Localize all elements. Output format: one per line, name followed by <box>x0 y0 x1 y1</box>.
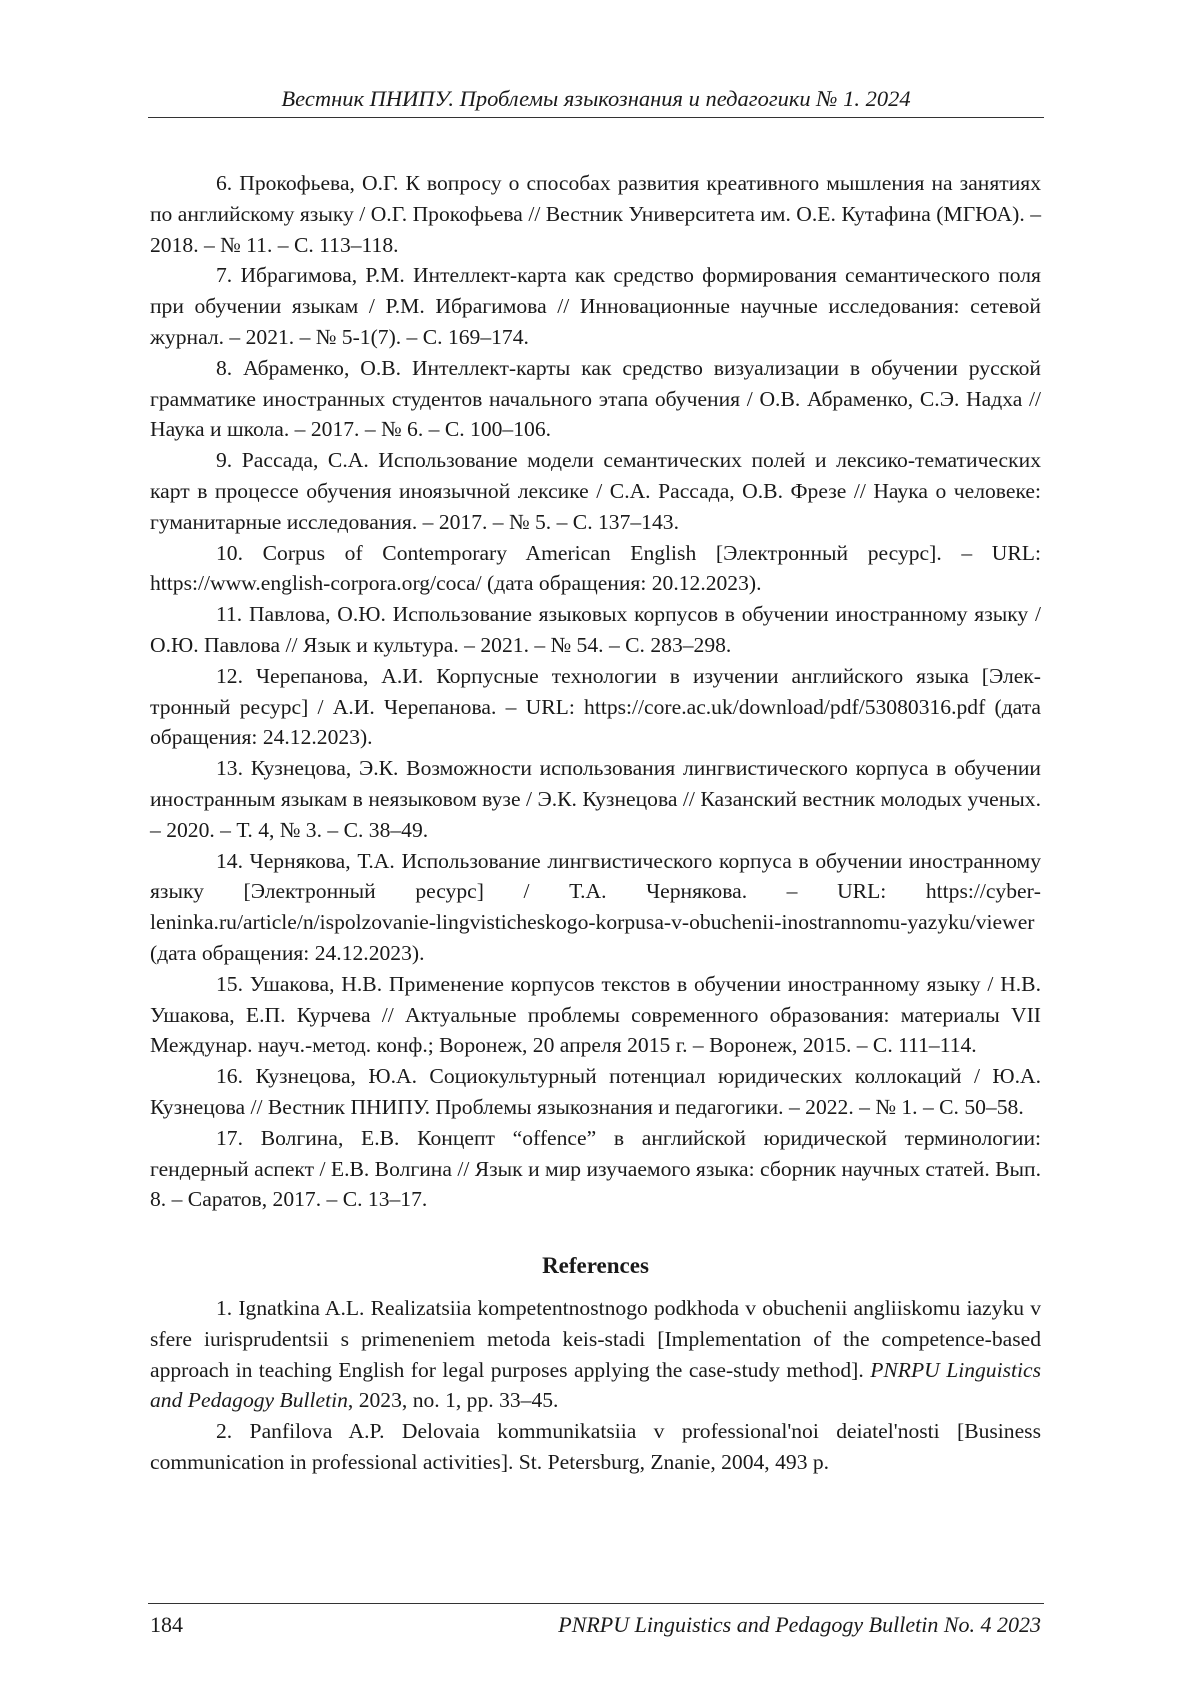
reference-item <box>150 1416 1041 1478</box>
footer-journal-title: PNRPU Linguistics and Pedagogy Bulletin No. 4 2023 <box>558 1612 1041 1637</box>
reference-text: 2. Panfilova A.P. Delovaia kommunikatsiia v professional'noi deiatel'nosti [Business communication in professional activities]. St. Petersburg, Znanie, 2004, 493 p. <box>150 1419 1041 1475</box>
reference-item: 11. Павлова, О.Ю. Использование языковых корпусов в обучении иностранному языку / О.Ю. Павлова // Язык и культура. – 2021. – № 54. – С. 283–298. <box>150 602 1041 657</box>
page-body <box>150 168 1041 1478</box>
reference-item: 17. Волгина, Е.В. Концепт “offence” в английской юридической терминологии: гендерный аспект / Е.В. Волгина // Язык и мир изучаемого языка: сборник научных статей. Вып. 8. – Саратов, 2017. – С. 13–17. <box>150 1125 1041 1212</box>
reference-text: , 2023, no. 1, pp. 33–45. <box>347 1388 559 1413</box>
reference-item: 14. Чернякова, Т.А. Использование лингвистического корпуса в обучении иностранному языку [Электронный ресурс] / Т.А. Чернякова. – URL: https://cyberleninka.ru/article/n/ispolzovanie-lingvisticheskogo-korpusa-v-obuchenii-inostrannomu-yazyku/viewer (дата обращения: 24.12.2023). <box>150 848 1041 965</box>
references-heading: References <box>542 1253 649 1279</box>
reference-item: 7. Ибрагимова, Р.М. Интеллект-карта как средство формирования семантического поля при обучении языкам / Р.М. Ибрагимова // Инновационные научные исследования: сетевой журнал. – 2021. – № 5-1(7). – С. 169–174. <box>150 263 1041 349</box>
reference-list-en <box>150 1293 1041 1478</box>
header-rule <box>148 117 1044 118</box>
page-number: 184 <box>150 1612 183 1637</box>
reference-item: 8. Абраменко, О.В. Интеллект-карты как средство визуализации в обучении русской грамматике иностранных студентов начального этапа обучения / О.В. Абраменко, С.Э. Надха // Наука и школа. – 2017. – № 6. – С. 100–106. <box>150 355 1041 442</box>
footer-rule <box>148 1603 1044 1604</box>
reference-item: 16. Кузнецова, Ю.А. Социокультурный потенциал юридических коллокаций / Ю.А. Кузнецова // Вестник ПНИПУ. Проблемы языкознания и педагогики. – 2022. – № 1. – С. 50–58. <box>150 1064 1041 1119</box>
journal-title: PNRPU Linguistics and Pedagogy Bulletin <box>150 1357 1041 1413</box>
reference-item: 6. Прокофьева, О.Г. К вопросу о способах развития креативного мышления на занятиях по английскому языку / О.Г. Прокофьева // Вестник Университета им. О.Е. Кутафина (МГЮА). – 2018. – № 11. – С. 113–118. <box>150 171 1041 257</box>
reference-item: 10. Corpus of Contemporary American English [Электронный ресурс]. – URL: https://www.english-corpora.org/coca/ (дата обращения: 20.12.2023). <box>150 540 1041 596</box>
reference-item: 13. Кузнецова, Э.К. Возможности использования лингвистического корпуса в обучении иностранным языкам в неязыковом вузе / Э.К. Кузнецова // Казанский вестник молодых ученых. – 2020. – Т. 4, № 3. – С. 38–49. <box>150 756 1041 842</box>
reference-item: 9. Рассада, С.А. Использование модели семантических полей и лексико-тематических карт в процессе обучения иноязычной лексике / С.А. Рассада, О.В. Фрезе // Наука о человеке: гуманитарные исследования. – 2017. – № 5. – С. 137–143. <box>150 448 1041 534</box>
reference-list-ru <box>150 168 1041 1215</box>
reference-item <box>150 1293 1041 1416</box>
reference-item: 12. Черепанова, А.И. Корпусные технологии в изучении английского языка [Электронный ресурс] / А.И. Черепанова. – URL: https://core.ac.uk/download/pdf/53080316.pdf (дата обращения: 24.12.2023). <box>150 663 1041 750</box>
reference-text: 1. Ignatkina A.L. Realizatsiia kompetentnostnogo podkhoda v obuchenii angliiskomu iazyku v sfere iurisprudentsii s primeneniem metoda keis-stadi [Implementation of the competence-based approach in teaching English for legal purposes applying the case-study method]. <box>150 1296 1041 1382</box>
running-head: Вестник ПНИПУ. Проблемы языкознания и педагогики № 1. 2024 <box>281 86 911 111</box>
reference-item: 15. Ушакова, Н.В. Применение корпусов текстов в обучении иностранному языку / Н.В. Ушакова, Е.П. Курчева // Актуальные проблемы современного образования: материалы VII Междунар. науч.-метод. конф.; Воронеж, 20 апреля 2015 г. – Воронеж, 2015. – С. 111–114. <box>150 971 1041 1058</box>
